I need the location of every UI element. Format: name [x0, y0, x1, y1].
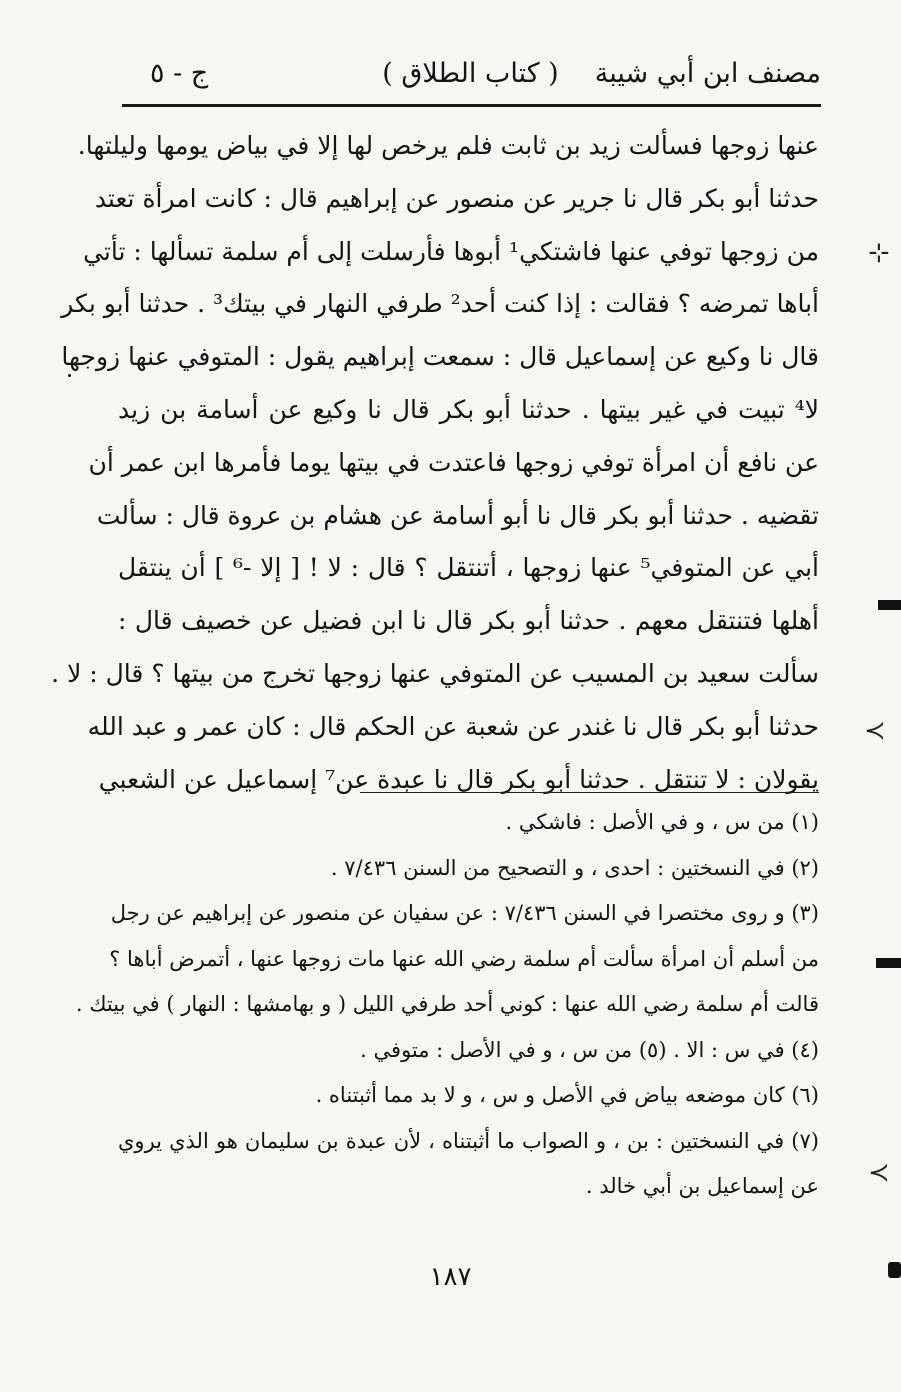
footnote-line: (٣) و روى مختصرا في السنن ٧/٤٣٦ : عن سفيان عن منصور عن إبراهيم عن رجل [110, 901, 819, 925]
page-number: ١٨٧ [429, 1262, 472, 1292]
book-title: مصنف ابن أبي شيبة [594, 58, 821, 89]
footnote-line: (٤) في س : الا . (٥) من س ، و في الأصل : متوفي . [360, 1037, 819, 1062]
footnote-line: (٦) كان موضعه بياض في الأصل و س ، و لا بد مما أثبتناه . [315, 1083, 819, 1107]
speck [68, 374, 71, 377]
text-line: حدثنا أبو بكر قال نا غندر عن شعبة عن الحكم قال : كان عمر و عبد الله [87, 711, 819, 741]
text-line: سألت سعيد بن المسيب عن المتوفي عنها زوجها تخرج من بيتها ؟ قال : لا . [51, 658, 819, 688]
volume-label: ج - ٥ [150, 58, 209, 89]
footnote-line: (١) من س ، و في الأصل : فاشكي . [505, 810, 819, 834]
text-line: قال نا وكيع عن إسماعيل قال : سمعت إبراهيم يقول : المتوفي عنها زوجها [61, 342, 819, 372]
margin-scribble-icon: ≻ [864, 716, 886, 746]
footnote-line: (٧) في النسختين : بن ، و الصواب ما أثبتناه ، لأن عبدة بن سليمان هو الذي يروي [118, 1128, 819, 1153]
text-line: أباها تمرضه ؟ فقالت : إذا كنت أحد² طرفي النهار في بيتك³ . حدثنا أبو بكر [61, 289, 819, 319]
footnote-line: قالت أم سلمة رضي الله عنها : كوني أحد طرفي الليل ( و بهامشها : النهار ) في بيتك . [75, 992, 819, 1016]
text-line: من زوجها توفي عنها فاشتكي¹ أبوها فأرسلت إلى أم سلمة تسألها : تأتي [83, 236, 819, 266]
text-line: أهلها فتنتقل معهم . حدثنا أبو بكر قال نا ابن فضيل عن خصيف قال : [118, 606, 819, 636]
text-line: تقضيه . حدثنا أبو بكر قال نا أبو أسامة عن هشام بن عروة قال : سألت [96, 500, 819, 530]
text-line: حدثنا أبو بكر قال نا جرير عن منصور عن إبراهيم قال : كانت امرأة تعتد [94, 183, 819, 213]
footnotes [75, 800, 819, 1210]
header-rule [122, 104, 821, 107]
footnote-line: (٢) في النسختين : احدى ، و التصحيح من السنن ٧/٤٣٦ . [330, 855, 819, 880]
section-title: ( كتاب الطلاق ) [382, 58, 559, 89]
footnote-rule [360, 792, 819, 793]
text-line: يقولان : لا تنتقل . حدثنا أبو بكر قال نا عبدة عن⁷ إسماعيل عن الشعبي [98, 764, 819, 794]
margin-mark [878, 600, 901, 610]
margin-scribble-icon: ⊹ [868, 238, 890, 268]
margin-scribble-icon: ≻ [868, 1158, 890, 1188]
footnote-line: من أسلم أن امرأة سألت أم سلمة رضي الله عنها مات زوجها عنها ، أتمرض أباها ؟ [109, 946, 819, 971]
text-line: أبي عن المتوفي⁵ عنها زوجها ، أتنتقل ؟ قال : لا ! [ إلا -⁶ ] أن ينتقل [118, 553, 819, 583]
footnote-line: عن إسماعيل بن أبي خالد . [585, 1174, 819, 1198]
text-line: عنها زوجها فسألت زيد بن ثابت فلم يرخص لها إلا في بياض يومها وليلتها. [77, 131, 819, 160]
text-line: عن نافع أن امرأة توفي زوجها فاعتدت في بيتها يوما فأمرها ابن عمر أن [88, 447, 819, 477]
margin-mark [888, 1262, 901, 1278]
running-header [120, 52, 821, 98]
margin-mark [876, 958, 901, 968]
main-text [51, 120, 819, 806]
text-line: لا⁴ تبيت في غير بيتها . حدثنا أبو بكر قال نا وكيع عن أسامة بن زيد [118, 394, 819, 424]
